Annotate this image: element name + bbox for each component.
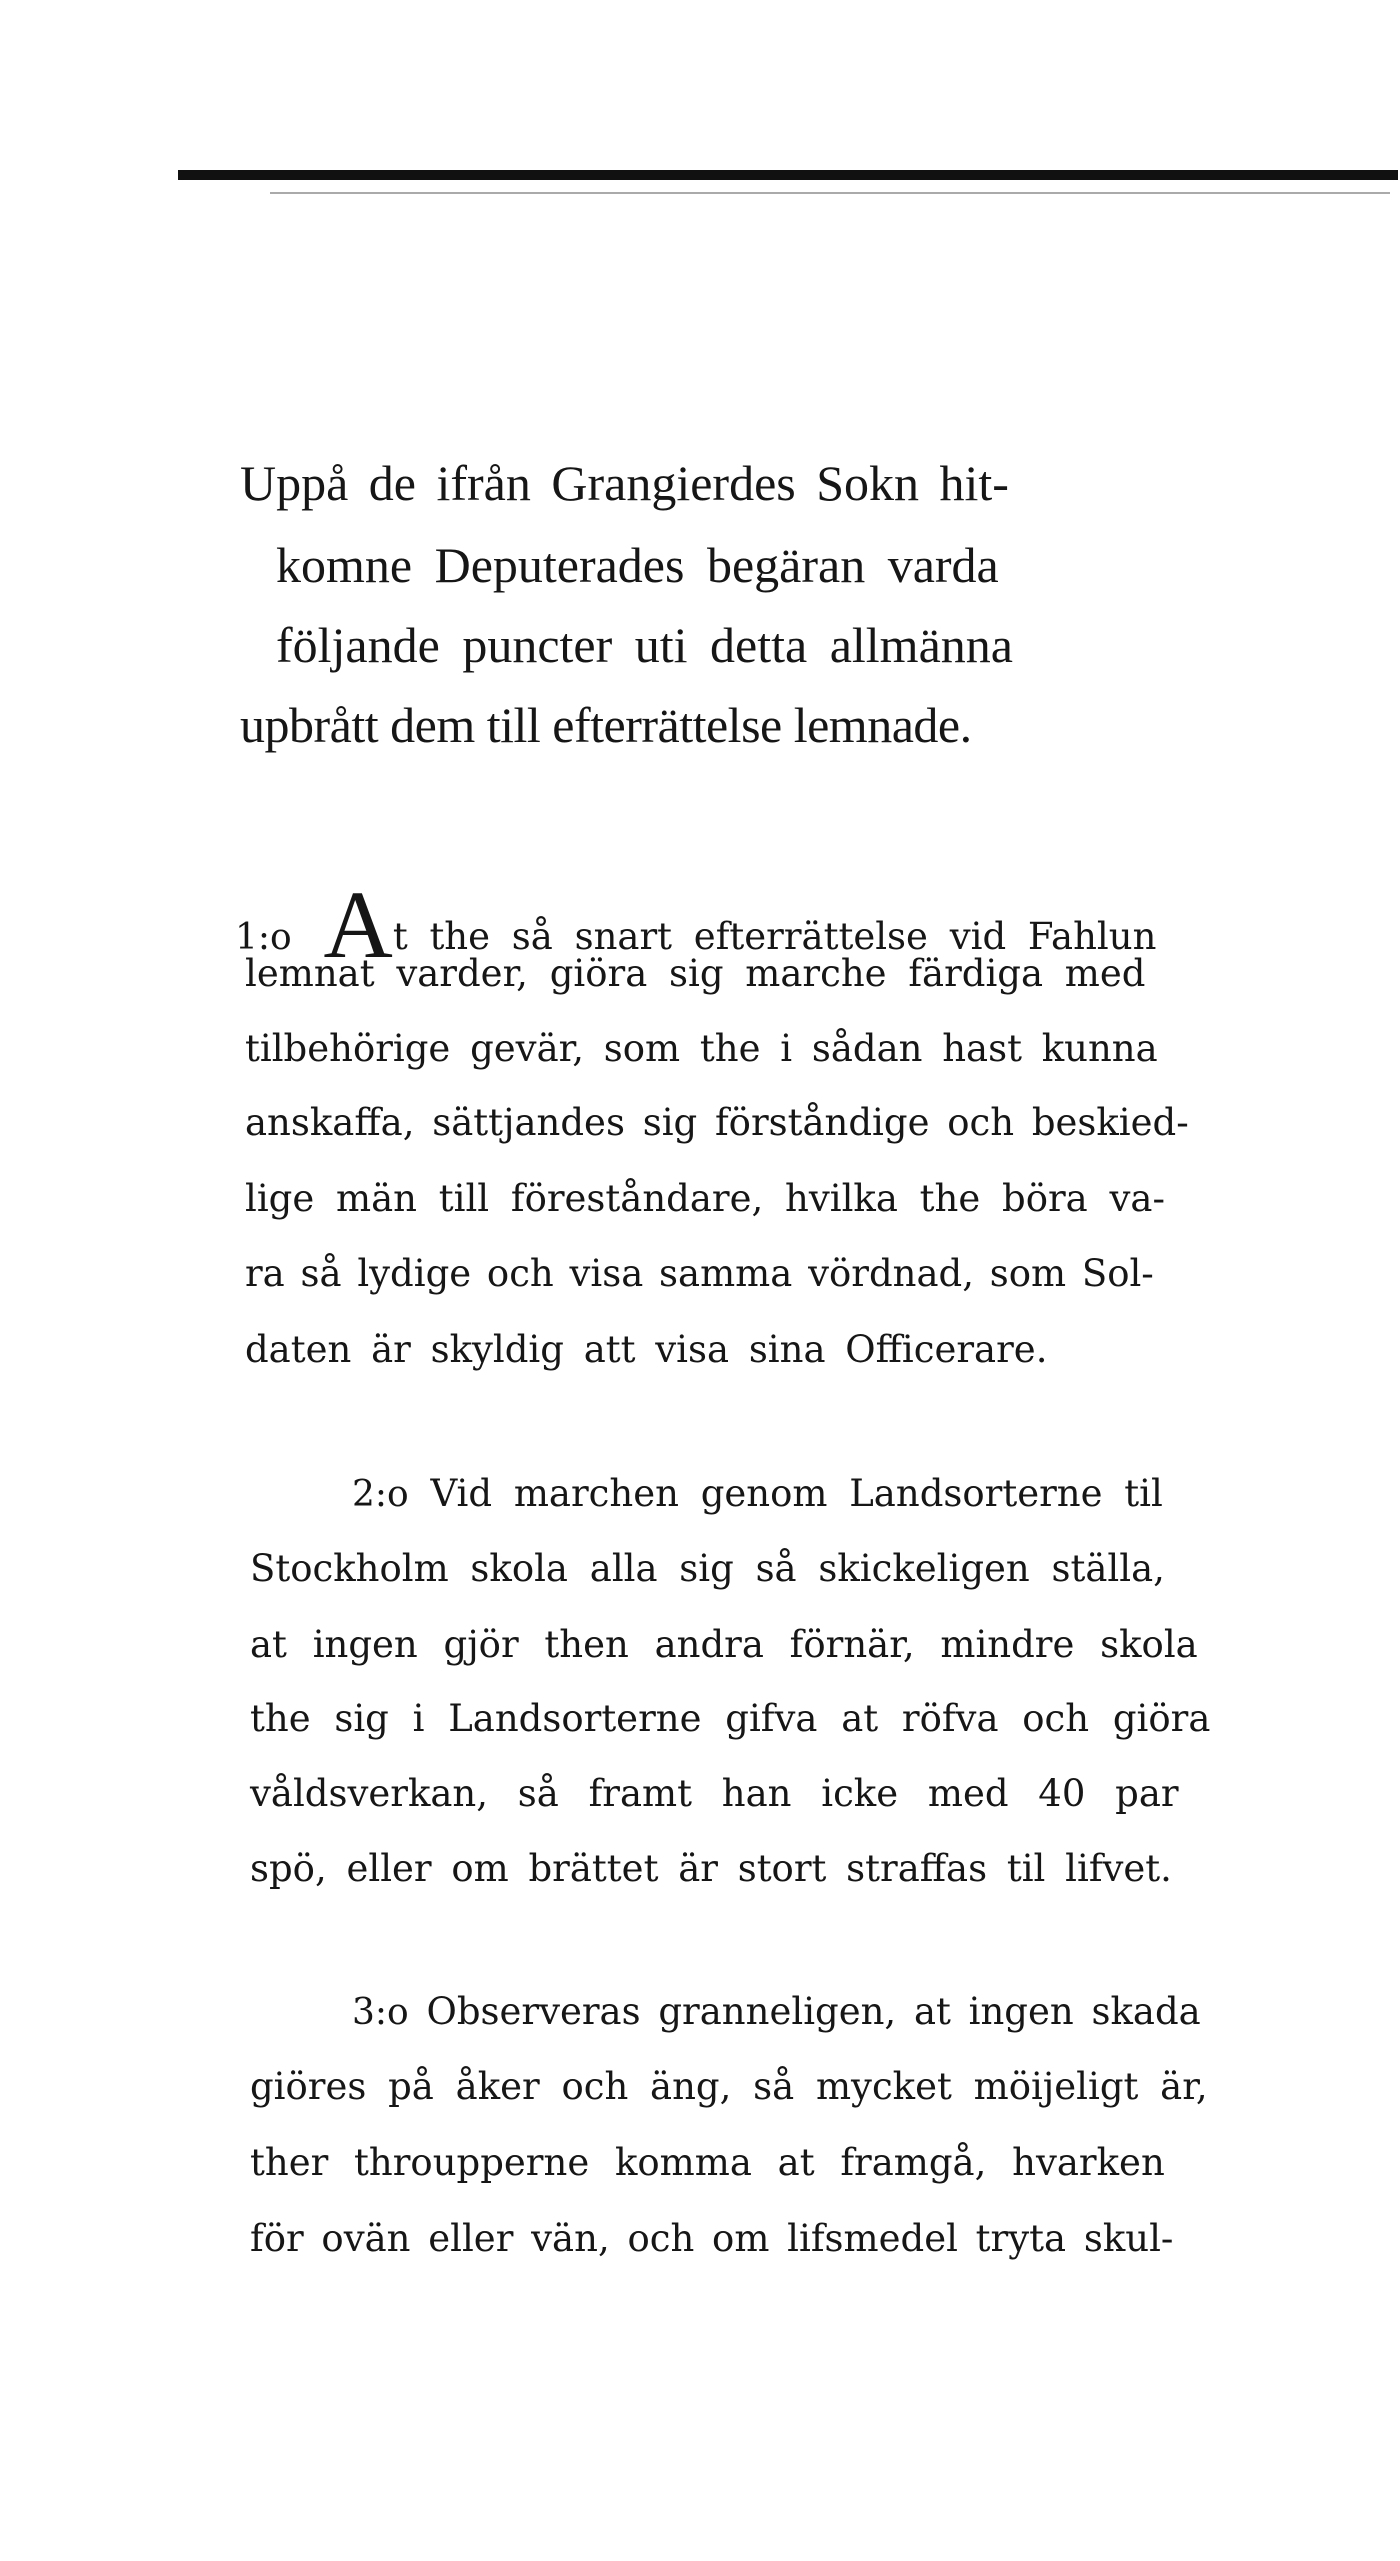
drop-initial: A (323, 871, 393, 978)
paragraph-line: t the så snart efterrättelse vid Fahlun (392, 915, 1157, 958)
paragraph-line: anskaffa, sättjandes sig förståndige och beskied- (245, 1101, 1189, 1144)
paragraph-line: tilbehörige gevär, som the i sådan hast kunna (245, 1027, 1158, 1070)
paragraph-line: lige män till föreståndare, hvilka the böra va- (245, 1177, 1165, 1220)
heading-line: följande puncter uti detta allmänna (276, 617, 1013, 673)
paragraph-line: at ingen gjör then andra förnär, mindre skola (250, 1623, 1198, 1666)
section-2-first-line (352, 1472, 1163, 1515)
top-rule-shadow (270, 192, 1390, 194)
paragraph-line: våldsverkan, så framt han icke med 40 par (250, 1772, 1179, 1815)
top-rule (178, 170, 1398, 180)
section-number: 3:o (352, 1992, 409, 2033)
paragraph-line: daten är skyldig att visa sina Officerare. (245, 1328, 1048, 1371)
heading-line: upbrått dem till efterrättelse lemnade. (240, 697, 972, 753)
paragraph-line: Stockholm skola alla sig så skickeligen ställa, (250, 1547, 1165, 1590)
paragraph-line: Vid marchen genom Landsorterne til (430, 1472, 1163, 1515)
section-3-first-line (352, 1990, 1201, 2033)
paragraph-line: lemnat varder, giöra sig marche färdiga med (245, 952, 1146, 995)
paragraph-line: för ovän eller vän, och om lifsmedel tryta skul- (250, 2217, 1174, 2260)
paragraph-line: the sig i Landsorterne gifva at röfva och giöra (250, 1697, 1211, 1740)
paragraph-line: giöres på åker och äng, så mycket möijeligt är, (250, 2065, 1208, 2108)
section-number: 1:o (235, 917, 292, 958)
heading-line: Uppå de ifrån Grangierdes Sokn hit- (240, 455, 1009, 511)
paragraph-line: Observeras granneligen, at ingen skada (426, 1990, 1201, 2033)
paragraph-line: spö, eller om brättet är stort straffas til lifvet. (250, 1847, 1172, 1890)
section-number: 2:o (352, 1474, 409, 1515)
paragraph-line: ther throupperne komma at framgå, hvarken (250, 2141, 1165, 2184)
heading-line: komne Deputerades begäran varda (276, 537, 999, 593)
paragraph-line: ra så lydige och visa samma vördnad, som Sol- (245, 1252, 1154, 1295)
